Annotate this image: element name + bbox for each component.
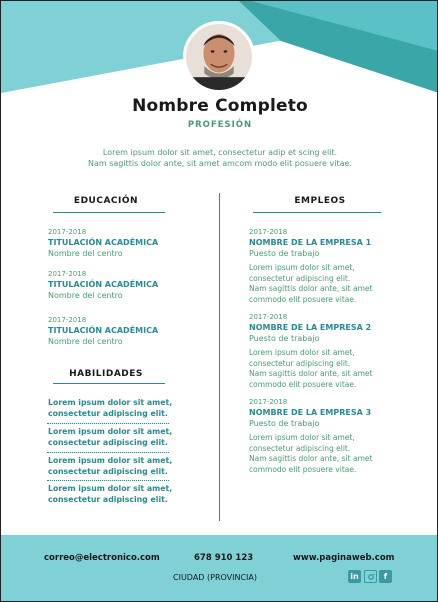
job-desc-line: consectetur adipiscing elit. bbox=[249, 358, 351, 368]
job-company: NOMBRE DE LA EMPRESA 3 bbox=[249, 408, 372, 417]
education-degree: TITULACIÓN ACADÉMICA bbox=[48, 326, 159, 335]
website-link[interactable]: www.paginaweb.com bbox=[293, 553, 395, 563]
facebook-icon[interactable]: f bbox=[379, 570, 392, 583]
skill-line: consectetur adipiscing elit. bbox=[48, 438, 168, 447]
job-description bbox=[249, 348, 372, 390]
skill-divider bbox=[47, 423, 169, 424]
education-year: 2017-2018 bbox=[48, 228, 87, 236]
phone-number: 678 910 123 bbox=[194, 553, 254, 563]
job-desc-line: Nam sagittis dolor ante, sit amet bbox=[249, 454, 373, 463]
job-year: 2017-2018 bbox=[249, 313, 288, 321]
job-position: Puesto de trabajo bbox=[249, 334, 320, 343]
job-desc-line: consectetur adipiscing elit. bbox=[249, 273, 351, 283]
job-desc-line: Nam sagittis dolor ante, sit amet bbox=[249, 284, 373, 293]
email-link[interactable]: correo@electronico.com bbox=[44, 553, 160, 563]
job-year: 2017-2018 bbox=[249, 398, 288, 406]
skills-underline bbox=[53, 383, 165, 384]
intro-text bbox=[61, 147, 379, 169]
skill-line: consectetur adipiscing elit. bbox=[48, 409, 168, 418]
full-name: Nombre Completo bbox=[132, 96, 308, 116]
column-divider bbox=[219, 193, 220, 521]
job-company: NOMBRE DE LA EMPRESA 1 bbox=[249, 238, 372, 247]
job-company: NOMBRE DE LA EMPRESA 2 bbox=[249, 323, 372, 332]
job-description bbox=[249, 263, 372, 305]
job-desc-line: commodo elit posuere vitae. bbox=[249, 379, 357, 389]
education-year: 2017-2018 bbox=[48, 270, 87, 278]
education-underline bbox=[53, 212, 165, 213]
skill-line: Lorem ipsum dolor sit amet, bbox=[48, 456, 173, 465]
skill-line: Lorem ipsum dolor sit amet, bbox=[48, 484, 173, 493]
skill-line: Lorem ipsum dolor sit amet, bbox=[48, 398, 173, 407]
skill-item bbox=[48, 455, 172, 477]
skill-item bbox=[48, 426, 172, 448]
skills-heading: HABILIDADES bbox=[69, 369, 143, 379]
job-position: Puesto de trabajo bbox=[249, 249, 320, 258]
education-degree: TITULACIÓN ACADÉMICA bbox=[48, 280, 159, 289]
skill-item bbox=[48, 483, 172, 505]
intro-line-2: Nam sagittis dolor ante, sit amet amcom modo elit posuere vitae. bbox=[88, 159, 352, 168]
footer-bar bbox=[1, 535, 438, 602]
job-description bbox=[249, 433, 372, 475]
education-place: Nombre del centro bbox=[48, 249, 123, 258]
job-desc-line: Lorem ipsum dolor sit amet, bbox=[249, 348, 355, 357]
skill-divider bbox=[47, 452, 169, 453]
job-desc-line: commodo elit posuere vitae. bbox=[249, 464, 357, 474]
linkedin-icon[interactable]: in bbox=[348, 570, 361, 583]
skill-item bbox=[48, 397, 172, 419]
intro-line-1: Lorem ipsum dolor sit amet, consectetur adip et scing elit. bbox=[102, 148, 338, 157]
profile-photo bbox=[183, 21, 255, 93]
job-desc-line: Lorem ipsum dolor sit amet, bbox=[249, 263, 355, 272]
job-year: 2017-2018 bbox=[249, 228, 288, 236]
education-place: Nombre del centro bbox=[48, 337, 123, 346]
job-position: Puesto de trabajo bbox=[249, 419, 320, 428]
job-desc-line: Lorem ipsum dolor sit amet, bbox=[249, 433, 355, 442]
skill-line: consectetur adipiscing elit. bbox=[48, 495, 168, 504]
job-desc-line: Nam sagittis dolor ante, sit amet bbox=[249, 369, 373, 378]
jobs-heading: EMPLEOS bbox=[294, 196, 346, 206]
education-place: Nombre del centro bbox=[48, 291, 123, 300]
skill-line: consectetur adipiscing elit. bbox=[48, 467, 168, 476]
instagram-icon[interactable] bbox=[364, 570, 377, 583]
jobs-underline bbox=[253, 212, 381, 213]
profession-title: PROFESIÓN bbox=[187, 120, 253, 130]
education-year: 2017-2018 bbox=[48, 316, 87, 324]
job-desc-line: consectetur adipiscing elit. bbox=[249, 443, 351, 453]
city-text: CIUDAD (PROVINCIA) bbox=[173, 573, 258, 582]
skill-line: Lorem ipsum dolor sit amet, bbox=[48, 427, 173, 436]
education-degree: TITULACIÓN ACADÉMICA bbox=[48, 238, 159, 247]
job-desc-line: commodo elit posuere vitae. bbox=[249, 294, 357, 304]
skill-divider bbox=[47, 480, 169, 481]
education-heading: EDUCACIÓN bbox=[73, 196, 139, 206]
